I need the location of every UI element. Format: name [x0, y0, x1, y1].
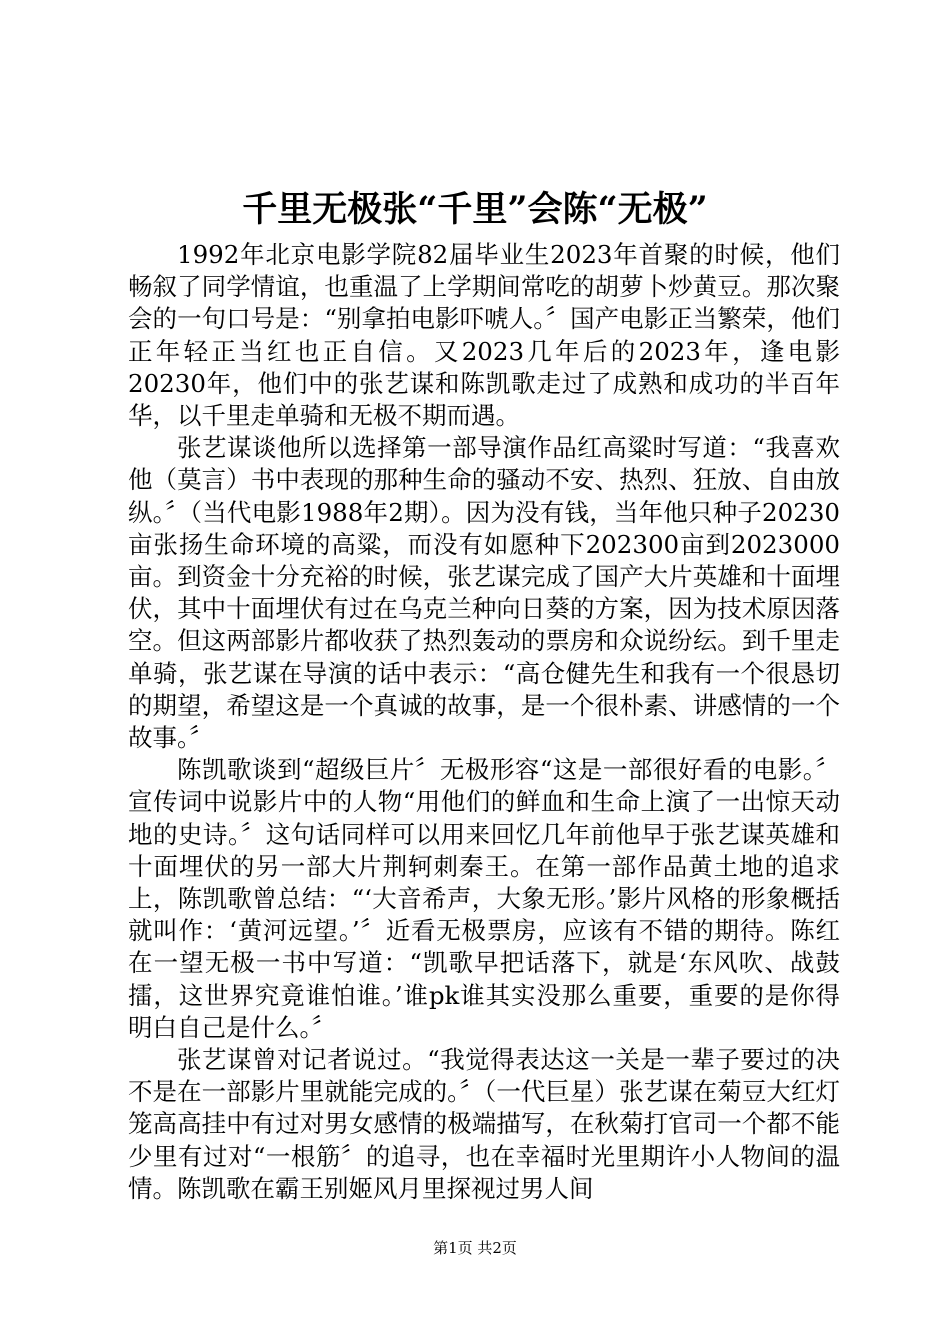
paragraph: 陈凯歌谈到“超级巨片〞无极形容“这是一部很好看的电影。〞宣传词中说影片中的人物“用他们的鲜血和生命上演了一出惊天动地的史诗。〞这句话同样可以用来回忆几年前他早于张艺谋英雄和十面埋伏的另一部大片荆轲刺秦王。在第一部作品黄土地的追求上，陈凯歌曾总结：“‘大音希声，大象无形。’影片风格的形象概括就叫作：‘黄河远望。’〞近看无极票房，应该有不错的期待。陈红在一望无极一书中写道：“凯歌早把话落下，就是‘东风吹、战鼓擂，这世界究竟谁怕谁。’谁pk谁其实没那么重要，重要的是你得明白自己是什么。〞: [128, 755, 840, 1042]
page-number-footer: 第1页 共2页: [433, 1239, 517, 1257]
document-title: 千里无极张“千里”会陈“无极”: [242, 189, 708, 230]
document-body: [128, 239, 840, 1205]
paragraph: 张艺谋谈他所以选择第一部导演作品红高粱时写道：“我喜欢他（莫言）书中表现的那种生命的骚动不安、热烈、狂放、自由放纵。〞（当代电影1988年2期）。因为没有钱，当年他只种子20230亩张扬生命环境的高粱，而没有如愿种下202300亩到2023000亩。到资金十分充裕的时候，张艺谋完成了国产大片英雄和十面埋伏，其中十面埋伏有过在乌克兰种向日葵的方案，因为技术原因落空。但这两部影片都收获了热烈轰动的票房和众说纷纭。到千里走单骑，张艺谋在导演的话中表示：“高仓健先生和我有一个很恳切的期望，希望这是一个真诚的故事，是一个很朴素、讲感情的一个故事。〞: [128, 433, 840, 753]
paragraph: 张艺谋曾对记者说过。“我觉得表达这一关是一辈子要过的决不是在一部影片里就能完成的。〞（一代巨星）张艺谋在菊豆大红灯笼高高挂中有过对男女感情的极端描写，在秋菊打官司一个都不能少里有过对“一根筋〞的追寻，也在幸福时光里期许小人物间的温情。陈凯歌在霸王别姬风月里探视过男人间: [128, 1045, 840, 1203]
paragraph: 1992年北京电影学院82届毕业生2023年首聚的时候，他们畅叙了同学情谊，也重温了上学期间常吃的胡萝卜炒黄豆。那次聚会的一句口号是：“别拿拍电影吓唬人。〞国产电影正当繁荣，他们正年轻正当红也正自信。又2023几年后的2023年，逢电影20230年，他们中的张艺谋和陈凯歌走过了成熟和成功的半百年华，以千里走单骑和无极不期而遇。: [128, 240, 840, 431]
